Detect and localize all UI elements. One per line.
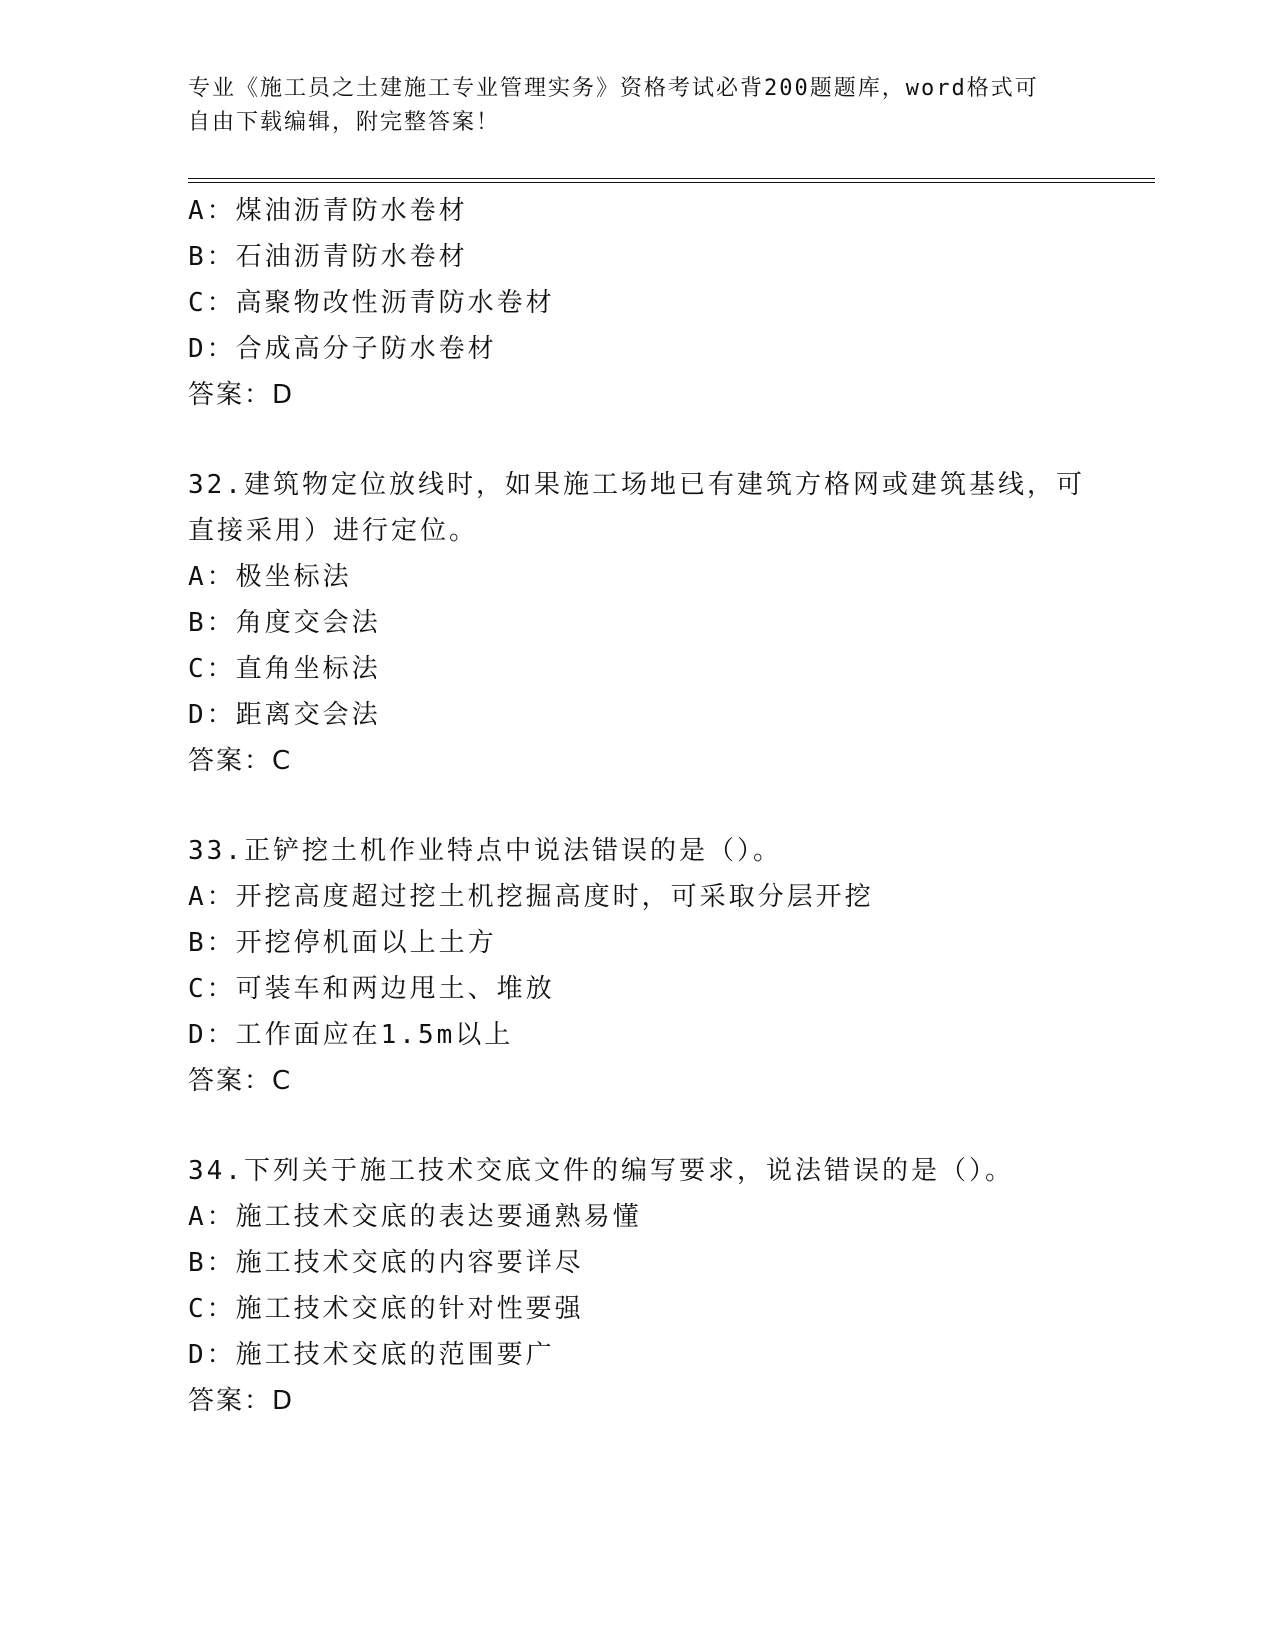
question-text-line-1: 32.建筑物定位放线时，如果施工场地已有建筑方格网或建筑基线，可 [188,470,1085,500]
option-a: A：煤油沥青防水卷材 [188,196,468,226]
option-d: D：施工技术交底的范围要广 [188,1340,555,1370]
question-text-line-1: 33.正铲挖土机作业特点中说法错误的是（）。 [188,836,782,866]
header-divider-bottom [188,182,1155,183]
question-31-continued [188,188,1088,418]
answer-line: 答案：D [188,1386,295,1416]
option-c: C：高聚物改性沥青防水卷材 [188,288,555,318]
option-d: D：距离交会法 [188,700,381,730]
answer-line: 答案：C [188,1066,293,1096]
option-c: C：可装车和两边甩土、堆放 [188,974,555,1004]
question-text-line-1: 34.下列关于施工技术交底文件的编写要求，说法错误的是（）。 [188,1156,1014,1186]
option-c: C：施工技术交底的针对性要强 [188,1294,584,1324]
document-header [188,72,1088,140]
header-line-1: 专业《施工员之土建施工专业管理实务》资格考试必背200题题库，word格式可 [188,76,1039,101]
option-a: A：开挖高度超过挖土机挖掘高度时，可采取分层开挖 [188,882,874,912]
question-33 [188,828,1088,1104]
answer-line: 答案：C [188,746,293,776]
option-d: D：工作面应在1.5m以上 [188,1020,514,1050]
question-34 [188,1148,1088,1424]
header-line-2: 自由下载编辑，附完整答案！ [188,110,501,135]
header-divider-top [188,178,1155,179]
question-list [188,188,1088,1424]
option-c: C：直角坐标法 [188,654,381,684]
option-b: B：施工技术交底的内容要详尽 [188,1248,584,1278]
question-32 [188,462,1088,784]
option-d: D：合成高分子防水卷材 [188,334,497,364]
option-a: A：极坐标法 [188,562,352,592]
option-a: A：施工技术交底的表达要通熟易懂 [188,1202,642,1232]
option-b: B：石油沥青防水卷材 [188,242,468,272]
question-text-line-2: 直接采用）进行定位。 [188,516,479,546]
option-b: B：角度交会法 [188,608,381,638]
answer-line: 答案：D [188,380,295,410]
option-b: B：开挖停机面以上土方 [188,928,497,958]
